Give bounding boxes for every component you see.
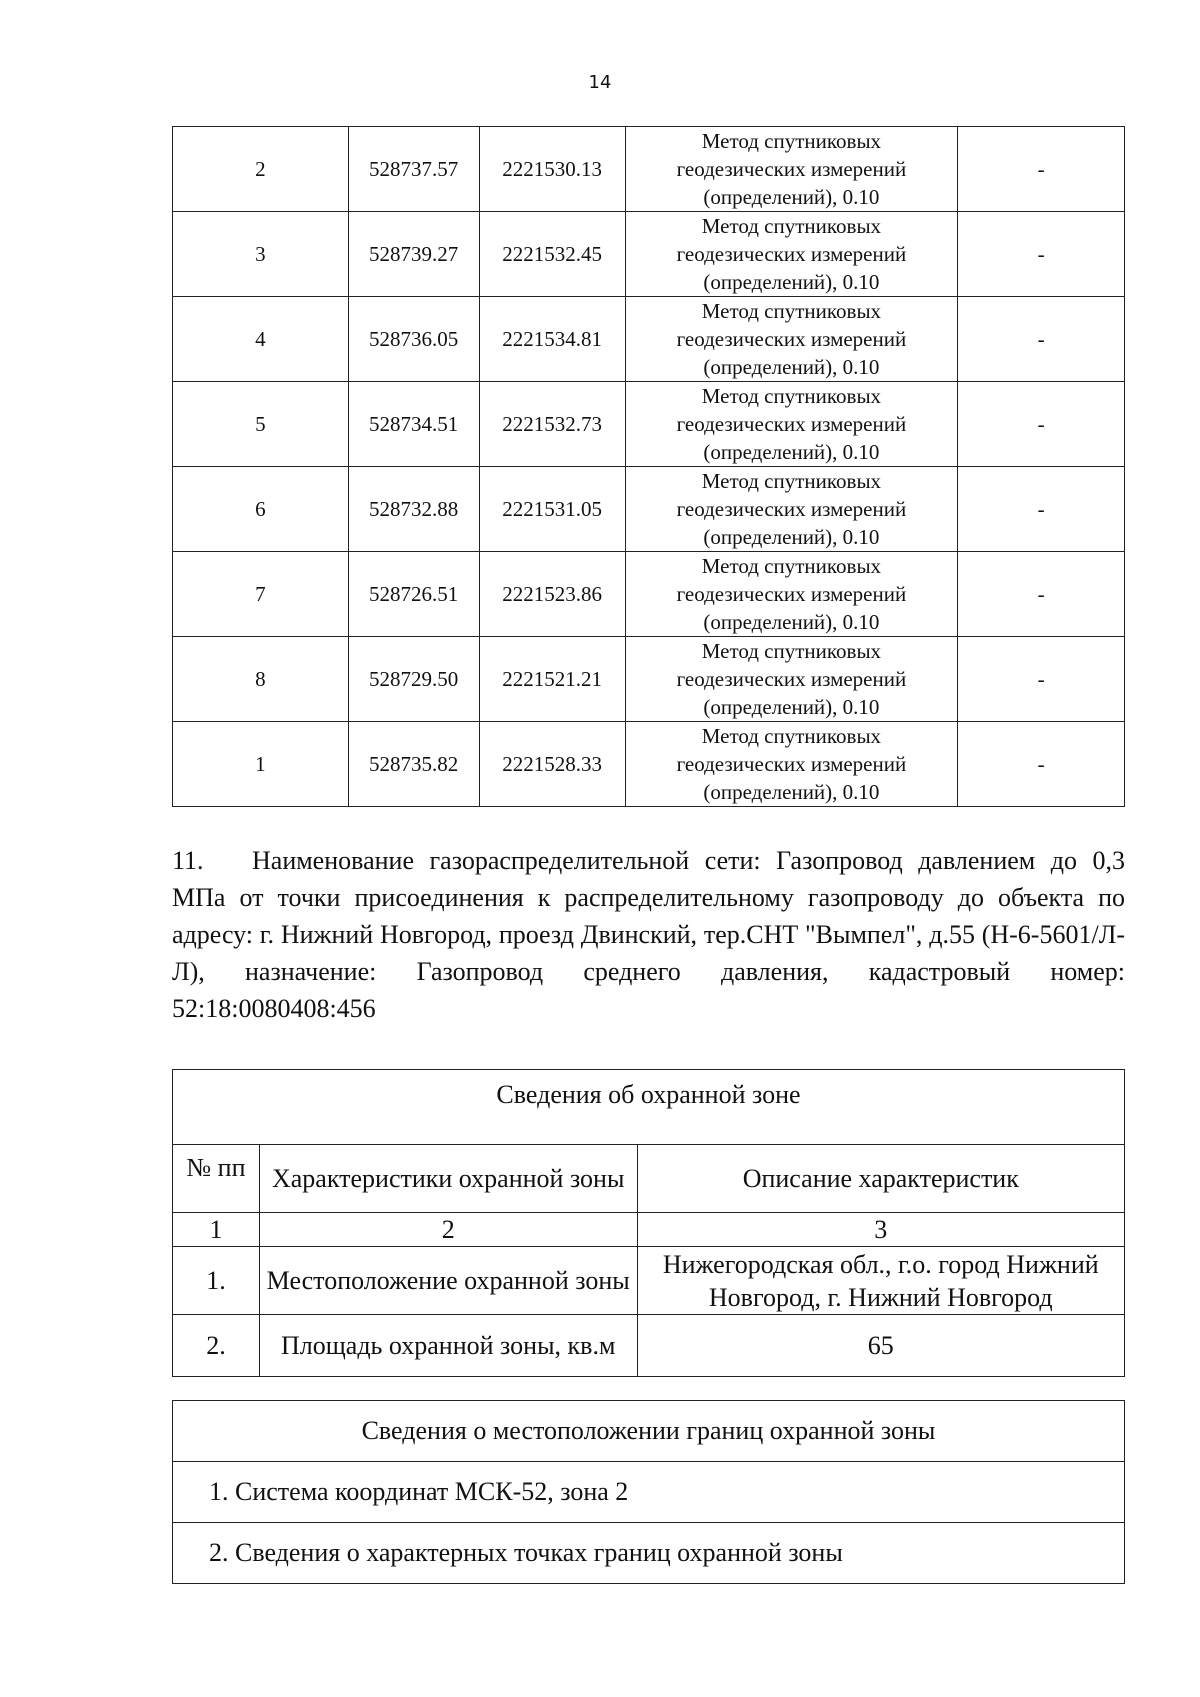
y-coordinate-cell: 2221531.05	[479, 467, 625, 552]
point-number-cell: 1	[173, 722, 349, 807]
row-num: 1.	[173, 1247, 260, 1315]
x-coordinate-cell: 528736.05	[348, 297, 479, 382]
table-row	[173, 1315, 1125, 1377]
zone-table-title: Сведения об охранной зоне	[173, 1070, 1125, 1145]
page-number: 14	[588, 72, 612, 93]
method-line: геодезических измерений	[676, 412, 907, 436]
x-coordinate-cell: 528726.51	[348, 552, 479, 637]
point-number-cell: 7	[173, 552, 349, 637]
point-number-cell: 4	[173, 297, 349, 382]
method-cell	[625, 297, 958, 382]
method-cell	[625, 637, 958, 722]
note-cell: -	[958, 297, 1125, 382]
method-line: (определений), 0.10	[703, 610, 880, 634]
point-number-cell: 6	[173, 467, 349, 552]
row-description: 65	[637, 1315, 1124, 1377]
y-coordinate-cell: 2221530.13	[479, 127, 625, 212]
method-line: Метод спутниковых	[701, 214, 882, 238]
method-cell	[625, 552, 958, 637]
method-line: геодезических измерений	[676, 582, 907, 606]
protection-zone-table	[172, 1069, 1125, 1377]
note-cell: -	[958, 722, 1125, 807]
x-coordinate-cell: 528735.82	[348, 722, 479, 807]
y-coordinate-cell: 2221521.21	[479, 637, 625, 722]
method-line: геодезических измерений	[676, 157, 907, 181]
method-line: Метод спутниковых	[701, 724, 882, 748]
method-line: (определений), 0.10	[703, 695, 880, 719]
table-row	[173, 722, 1125, 807]
header-num: № пп	[173, 1145, 260, 1213]
point-number-cell: 8	[173, 637, 349, 722]
index-cell: 3	[637, 1213, 1124, 1247]
section-11-paragraph	[172, 842, 1125, 1027]
table-row	[173, 212, 1125, 297]
section-number: 11.	[172, 846, 204, 875]
table-row	[173, 382, 1125, 467]
method-line: Метод спутниковых	[701, 299, 882, 323]
point-number-cell: 5	[173, 382, 349, 467]
method-line: Метод спутниковых	[701, 554, 882, 578]
method-line: геодезических измерений	[676, 667, 907, 691]
y-coordinate-cell: 2221523.86	[479, 552, 625, 637]
point-number-cell: 2	[173, 127, 349, 212]
method-line: Метод спутниковых	[701, 639, 882, 663]
coordinates-table	[172, 126, 1125, 807]
header-description: Описание характеристик	[637, 1145, 1124, 1213]
method-line: (определений), 0.10	[703, 440, 880, 464]
index-cell: 1	[173, 1213, 260, 1247]
method-line: (определений), 0.10	[703, 270, 880, 294]
boundaries-item-2: 2. Сведения о характерных точках границ охранной зоны	[173, 1523, 1125, 1584]
row-num: 2.	[173, 1315, 260, 1377]
table-row	[173, 297, 1125, 382]
table-row	[173, 637, 1125, 722]
section-text: Наименование газораспределительной сети: Газопровод давлением до 0,3 МПа от точки присоединения к распределительному газопроводу до объекта по адресу: г. Нижний Новгород, проезд Двинский, тер.СНТ "Вымпел", д.55 (Н-6-5601/Л-Л), назначение: Газопровод среднего давления, кадастровый номер: 52:18:0080408:456	[172, 846, 1125, 1023]
header-characteristic: Характеристики охранной зоны	[259, 1145, 637, 1213]
row-description: Нижегородская обл., г.о. город Нижний Новгород, г. Нижний Новгород	[637, 1247, 1124, 1315]
note-cell: -	[958, 382, 1125, 467]
note-cell: -	[958, 552, 1125, 637]
method-line: Метод спутниковых	[701, 129, 882, 153]
y-coordinate-cell: 2221534.81	[479, 297, 625, 382]
note-cell: -	[958, 212, 1125, 297]
point-number-cell: 3	[173, 212, 349, 297]
table-row	[173, 1247, 1125, 1315]
note-cell: -	[958, 127, 1125, 212]
method-line: (определений), 0.10	[703, 525, 880, 549]
y-coordinate-cell: 2221532.73	[479, 382, 625, 467]
method-line: Метод спутниковых	[701, 469, 882, 493]
y-coordinate-cell: 2221532.45	[479, 212, 625, 297]
table-row	[173, 467, 1125, 552]
method-line: (определений), 0.10	[703, 185, 880, 209]
x-coordinate-cell: 528729.50	[348, 637, 479, 722]
y-coordinate-cell: 2221528.33	[479, 722, 625, 807]
note-cell: -	[958, 467, 1125, 552]
table-row	[173, 552, 1125, 637]
method-line: Метод спутниковых	[701, 384, 882, 408]
table-row	[173, 127, 1125, 212]
x-coordinate-cell: 528734.51	[348, 382, 479, 467]
method-line: (определений), 0.10	[703, 780, 880, 804]
method-line: геодезических измерений	[676, 327, 907, 351]
index-cell: 2	[259, 1213, 637, 1247]
method-cell	[625, 382, 958, 467]
x-coordinate-cell: 528732.88	[348, 467, 479, 552]
method-cell	[625, 467, 958, 552]
row-characteristic: Местоположение охранной зоны	[259, 1247, 637, 1315]
method-cell	[625, 212, 958, 297]
method-line: (определений), 0.10	[703, 355, 880, 379]
method-line: геодезических измерений	[676, 497, 907, 521]
x-coordinate-cell: 528737.57	[348, 127, 479, 212]
boundaries-item-1: 1. Система координат МСК-52, зона 2	[173, 1462, 1125, 1523]
method-cell	[625, 127, 958, 212]
method-line: геодезических измерений	[676, 752, 907, 776]
method-line: геодезических измерений	[676, 242, 907, 266]
method-cell	[625, 722, 958, 807]
x-coordinate-cell: 528739.27	[348, 212, 479, 297]
boundaries-title: Сведения о местоположении границ охранной зоны	[173, 1401, 1125, 1462]
note-cell: -	[958, 637, 1125, 722]
row-characteristic: Площадь охранной зоны, кв.м	[259, 1315, 637, 1377]
boundaries-table	[172, 1400, 1125, 1584]
